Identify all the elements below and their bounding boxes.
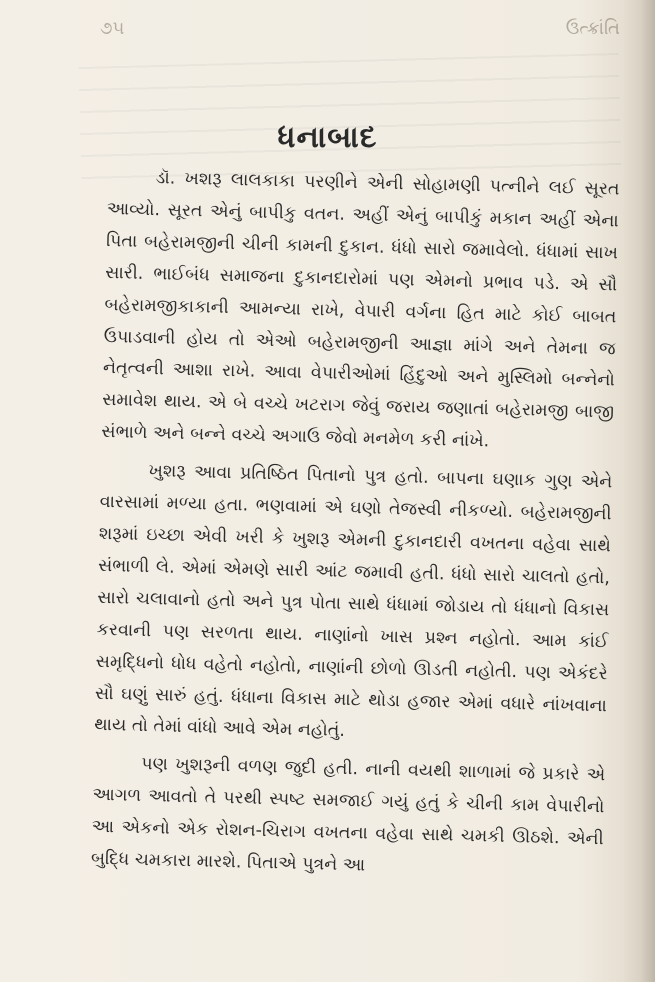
- page-number: ૭૫: [100, 18, 125, 39]
- paragraph-3: પણ ખુશરૂની વળણ જુદી હતી. નાની વયથી શાળામાં જે પ્રકારે એ આગળ આવતો તે પરથી સ્પષ્ટ સમજાઈ ગયું હતું કે ચીની કામ વેપારીનો આ એકનો એક રોશન-ચિરાગ વખતના વહેવા સાથે ચમકી ઊઠશે. એની બુદ્ધિ ચમકારા મારશે. પિતાએ પુત્રને આ: [90, 754, 606, 876]
- page-header: [100, 18, 620, 48]
- page-edge: [641, 0, 655, 982]
- running-title: ઉત્ક્રાંતિ: [565, 18, 620, 39]
- body-text: [90, 162, 619, 894]
- chapter-title: ધનાબાદ: [277, 120, 378, 155]
- paragraph-1: ડૉ. ખશરૂ લાલકાકા પરણીને એની સોહામણી પત્નીને લઈ સૂરત આવ્યો. સૂરત એનું બાપીકુ વતન. અહીં એનું બાપીકું મકાન અહીં એના પિતા બહેરામજીની ચીની કામની દુકાન. ધંધો સારો જમાવેલો. ધંધામાં સાખ સારી. ભાઈબંધ સમાજના દુકાનદારોમાં પણ એમનો પ્રભાવ પડે. એ સૌ બહેરામજીકાકાની આમન્યા રાખે, વેપારી વર્ગના હિત માટે કોઈ બાબત ઉપાડવાની હોય તો એઓ બહેરામજીની આજ્ઞા માંગે અને તેમના જ નેતૃત્વની આશા રાખે. આવા વેપારીઓમાં હિંદુઓ અને મુસ્લિમો બન્નેનો સમાવેશ થાય. એ બે વચ્ચે ખટરાગ જેવું જરાય જણાતાં બહેરામજી બાજી સંભાળે અને બન્ને વચ્ચે અગાઉ જેવો મનમેળ કરી નાંખે.: [101, 168, 620, 452]
- paragraph-2: ખુશરૂ આવા પ્રતિષ્ઠિત પિતાનો પુત્ર હતો. બાપના ઘણાક ગુણ એને વારસામાં મળ્યા હતા. ભણવામાં એ ઘણો તેજસ્વી નીકળ્યો. બહેરામજીની શરૂમાં ઇચ્છા એવી ખરી કે ખુશરૂ એમની દુકાનદારી વખતના વહેવા સાથે સંભાળી લે. એમાં એમણે સારી આંટ જમાવી હતી. ધંધો સારો ચાલતો હતો, સારો ચલાવાનો હતો અને પુત્ર પોતા સાથે ધંધામાં જોડાય તો ધંધાનો વિકાસ કરવાની પણ સરળતા થાય. નાણાંનો ખાસ પ્રશ્ન નહોતો. આમ કાંઈ સમૃદ્ધિનો ધોધ વહેતો નહોતો, નાણાંની છોળો ઊડતી નહોતી. પણ એકંદરે સૌ ઘણું સારું હતું. ધંધાના વિકાસ માટે થોડા હજાર એમાં વધારે નાંખવાના થાય તો તેમાં વાંધો આવે એમ નહોતું.: [93, 461, 613, 742]
